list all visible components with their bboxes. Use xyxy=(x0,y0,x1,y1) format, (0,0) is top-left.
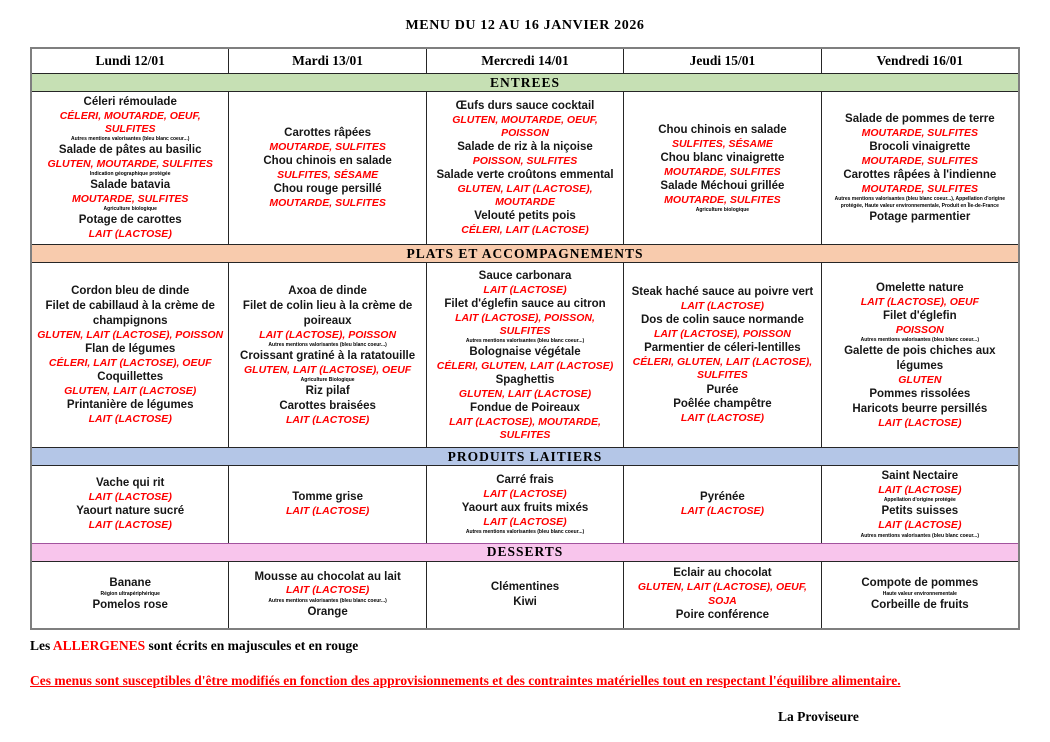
menu-item-name: Carottes râpées à l'indienne xyxy=(843,168,997,181)
menu-item-allergens: MOUTARDE, SULFITES xyxy=(861,182,979,195)
menu-item-allergens: SULFITES, SÉSAME xyxy=(277,169,379,182)
menu-item xyxy=(826,402,1014,430)
menu-item xyxy=(628,397,816,425)
menu-item-note: Autres mentions valorisantes (bleu blanc coeur...) xyxy=(860,336,980,343)
menu-item-note: Agriculture biologique xyxy=(695,206,750,213)
menu-cell xyxy=(32,92,229,244)
menu-item-name: Haricots beurre persillés xyxy=(852,402,988,415)
menu-item-name: Chou chinois en salade xyxy=(263,155,392,168)
menu-item-allergens: LAIT (LACTOSE) xyxy=(88,491,172,504)
menu-item-allergens: LAIT (LACTOSE) xyxy=(88,228,172,241)
menu-item-name: Spaghettis xyxy=(495,373,555,386)
menu-item-allergens: LAIT (LACTOSE) xyxy=(286,505,370,518)
menu-item-allergens: GLUTEN, LAIT (LACTOSE), OEUF xyxy=(244,363,412,376)
menu-item xyxy=(431,501,619,536)
menu-item xyxy=(826,576,1014,598)
menu-item xyxy=(628,490,816,518)
menu-item-name: Coquillettes xyxy=(97,371,164,384)
section-row-1 xyxy=(32,263,1018,448)
menu-item-name: Chou rouge persillé xyxy=(273,183,382,196)
menu-item xyxy=(36,598,224,613)
menu-item xyxy=(233,299,421,349)
menu-item xyxy=(233,399,421,427)
menu-item-name: Compote de pommes xyxy=(861,577,979,590)
menu-cell xyxy=(822,92,1018,244)
menu-item-allergens: LAIT (LACTOSE), POISSON, SULFITES xyxy=(455,311,595,337)
menu-item-name: Bolognaise végétale xyxy=(469,345,581,358)
menu-item xyxy=(431,269,619,297)
menu-item xyxy=(36,284,224,299)
menu-item-allergens: CÉLERI, LAIT (LACTOSE) xyxy=(461,224,589,237)
menu-cell xyxy=(624,562,821,628)
menu-item-allergens: CÉLERI, MOUTARDE, OEUF, SULFITES xyxy=(59,109,201,136)
menu-item-name: Clémentines xyxy=(490,580,560,593)
menu-item xyxy=(628,341,816,382)
day-header-0: Lundi 12/01 xyxy=(32,49,229,73)
legend-suffix: sont écrits en majuscules et en rouge xyxy=(145,637,359,653)
menu-item-note: Autres mentions valorisantes (bleu blanc coeur...) xyxy=(268,341,387,348)
menu-item xyxy=(826,504,1014,539)
menu-item xyxy=(628,383,816,398)
menu-item-name: Tomme grise xyxy=(292,491,363,504)
menu-cell xyxy=(427,92,624,244)
day-header-1: Mardi 13/01 xyxy=(229,49,426,73)
menu-item-allergens: CÉLERI, GLUTEN, LAIT (LACTOSE), SULFITES xyxy=(632,356,813,382)
menu-item xyxy=(36,95,224,143)
menu-item xyxy=(431,345,619,373)
menu-item-name: Fondue de Poireaux xyxy=(470,401,580,414)
menu-item-name: Céleri rémoulade xyxy=(83,96,177,108)
menu-item-allergens: POISSON, SULFITES xyxy=(472,155,578,168)
menu-item-name: Sauce carbonara xyxy=(478,269,572,282)
menu-item-allergens: MOUTARDE, SULFITES xyxy=(664,165,781,178)
menu-item xyxy=(826,387,1014,402)
menu-item-name: Kiwi xyxy=(513,595,537,608)
menu-item-name: Pyrénée xyxy=(700,491,745,504)
menu-item-name: Poire conférence xyxy=(675,608,770,621)
menu-item-allergens: LAIT (LACTOSE) xyxy=(88,519,172,532)
menu-item-allergens: GLUTEN, LAIT (LACTOSE), POISSON xyxy=(37,329,224,342)
menu-cell xyxy=(822,263,1018,447)
menu-cell xyxy=(229,466,426,542)
menu-item xyxy=(826,469,1014,504)
menu-item-name: Carottes braisées xyxy=(279,399,376,412)
menu-item-allergens: CÉLERI, GLUTEN, LAIT (LACTOSE) xyxy=(436,359,614,372)
menu-item xyxy=(826,344,1014,387)
menu-item-name: Poêlée champêtre xyxy=(673,398,772,411)
menu-item xyxy=(628,179,816,214)
menu-item-name: Potage parmentier xyxy=(869,210,971,223)
menu-item-name: Croissant gratiné à la ratatouille xyxy=(240,349,416,362)
menu-item-note: Autres mentions valorisantes (bleu blanc coeur...) xyxy=(268,597,387,604)
menu-item xyxy=(36,213,224,241)
menu-item xyxy=(628,608,816,623)
menu-item-allergens: LAIT (LACTOSE) xyxy=(483,515,567,528)
menu-item-name: Mousse au chocolat au lait xyxy=(254,570,401,583)
menu-item-allergens: LAIT (LACTOSE) xyxy=(88,413,172,426)
menu-item-allergens: GLUTEN, MOUTARDE, OEUF, POISSON xyxy=(452,113,598,139)
menu-item-allergens: SULFITES, SÉSAME xyxy=(671,137,773,150)
menu-item-allergens: GLUTEN, MOUTARDE, SULFITES xyxy=(47,158,213,171)
menu-item-allergens: LAIT (LACTOSE) xyxy=(878,484,962,497)
day-header-row xyxy=(32,49,1018,74)
menu-item xyxy=(36,370,224,398)
menu-item xyxy=(233,570,421,605)
menu-item-name: Steak haché sauce au poivre vert xyxy=(631,286,814,299)
menu-item-note: Autres mentions valorisantes (bleu blanc coeur...) xyxy=(465,529,585,535)
menu-item xyxy=(36,476,224,504)
menu-item-name: Carottes râpées xyxy=(284,127,372,140)
menu-item-allergens: LAIT (LACTOSE) xyxy=(878,416,962,429)
signature: La Proviseure xyxy=(778,708,859,724)
section-header-0: ENTREES xyxy=(32,74,1018,92)
menu-item-allergens: MOUTARDE, SULFITES xyxy=(664,193,781,206)
day-header-2: Mercredi 14/01 xyxy=(427,49,624,73)
menu-cell xyxy=(32,562,229,628)
menu-item xyxy=(826,210,1014,225)
menu-item-name: Salade de riz à la niçoise xyxy=(457,141,593,154)
disclaimer-text: Ces menus sont susceptibles d'être modifiés en fonction des approvisionnements et des contraintes matérielles tout en respectant l'équilibre alimentaire. xyxy=(30,672,901,688)
menu-item-name: Flan de légumes xyxy=(85,343,176,356)
section-row-3 xyxy=(32,562,1018,628)
section-row-0 xyxy=(32,92,1018,245)
menu-item-name: Salade verte croûtons emmental xyxy=(436,169,614,182)
menu-item-name: Printanière de légumes xyxy=(66,399,194,412)
menu-item xyxy=(826,168,1014,210)
section-header-3: DESSERTS xyxy=(32,544,1018,562)
menu-item-name: Salade Méchoui grillée xyxy=(660,179,785,192)
menu-item-allergens: GLUTEN, LAIT (LACTOSE) xyxy=(458,387,592,400)
menu-item xyxy=(36,504,224,532)
menu-item xyxy=(36,576,224,598)
menu-item xyxy=(628,313,816,341)
menu-item xyxy=(233,490,421,518)
menu-cell xyxy=(624,466,821,542)
menu-item-name: Orange xyxy=(307,605,348,618)
menu-cell xyxy=(32,263,229,447)
menu-item-name: Brocoli vinaigrette xyxy=(869,140,971,153)
day-header-3: Jeudi 15/01 xyxy=(624,49,821,73)
menu-item-allergens: LAIT (LACTOSE) xyxy=(680,412,765,425)
menu-item xyxy=(233,605,421,620)
menu-item-name: Velouté petits pois xyxy=(474,210,576,223)
menu-cell xyxy=(427,562,624,628)
menu-item-name: Yaourt nature sucré xyxy=(76,505,185,518)
section-header-1: PLATS ET ACCOMPAGNEMENTS xyxy=(32,245,1018,263)
menu-item-allergens: LAIT (LACTOSE) xyxy=(483,283,567,296)
allergen-legend xyxy=(30,638,1020,654)
menu-item xyxy=(826,309,1014,344)
menu-cell xyxy=(624,263,821,447)
menu-item-note: Autres mentions valorisantes (bleu blanc coeur...), Appellation d'origine protégée, Haute valeur environnementale, Produit en Île-de-France xyxy=(834,195,1006,209)
menu-item-name: Corbeille de fruits xyxy=(870,599,969,611)
menu-item xyxy=(36,178,224,213)
menu-item xyxy=(826,140,1014,168)
menu-item-allergens: GLUTEN xyxy=(898,373,942,386)
menu-item-allergens: LAIT (LACTOSE) xyxy=(680,505,765,518)
menu-item-allergens: GLUTEN, LAIT (LACTOSE), MOUTARDE xyxy=(457,183,593,209)
menu-item xyxy=(826,598,1014,613)
menu-item-allergens: POISSON xyxy=(895,323,944,336)
menu-item-note: Autres mentions valorisantes (bleu blanc coeur...) xyxy=(465,337,585,344)
menu-item xyxy=(431,99,619,140)
menu-item-note: Appellation d'origine protégée xyxy=(883,497,956,504)
menu-item-allergens: GLUTEN, LAIT (LACTOSE) xyxy=(64,385,197,398)
menu-item-name: Œufs durs sauce cocktail xyxy=(455,99,595,112)
menu-item-name: Galette de pois chiches aux légumes xyxy=(844,344,996,372)
menu-item-name: Parmentier de céleri-lentilles xyxy=(644,342,801,355)
menu-item xyxy=(431,209,619,237)
menu-item-allergens: LAIT (LACTOSE), POISSON xyxy=(259,328,397,341)
menu-item xyxy=(431,401,619,442)
menu-item xyxy=(628,566,816,607)
menu-item-name: Saint Nectaire xyxy=(881,470,959,483)
menu-item-name: Filet d'églefin sauce au citron xyxy=(444,297,606,310)
footer xyxy=(30,638,1020,725)
menu-item-name: Omelette nature xyxy=(876,281,964,294)
menu-item-name: Axoa de dinde xyxy=(288,284,367,297)
menu-item xyxy=(233,126,421,154)
menu-cell xyxy=(427,263,624,447)
menu-item-name: Salade de pommes de terre xyxy=(845,112,995,125)
section-row-2 xyxy=(32,466,1018,543)
menu-item-allergens: LAIT (LACTOSE) xyxy=(680,300,765,313)
menu-item xyxy=(233,154,421,182)
menu-item-allergens: LAIT (LACTOSE) xyxy=(286,584,370,597)
menu-item-allergens: LAIT (LACTOSE), MOUTARDE, SULFITES xyxy=(449,415,601,442)
menu-item xyxy=(36,398,224,426)
menu-item-name: Banane xyxy=(109,577,151,590)
menu-cell xyxy=(229,263,426,447)
menu-item-allergens: LAIT (LACTOSE) xyxy=(483,487,567,500)
menu-item-name: Riz pilaf xyxy=(305,384,350,397)
menu-item-name: Cordon bleu de dinde xyxy=(71,285,190,298)
menu-item xyxy=(628,285,816,313)
menu-item xyxy=(431,168,619,209)
menu-item-note: Autres mentions valorisantes (bleu blanc coeur...) xyxy=(860,532,980,539)
menu-item xyxy=(431,297,619,345)
menu-item-name: Yaourt aux fruits mixés xyxy=(461,501,589,514)
menu-item-note: Haute valeur environnementale xyxy=(882,591,957,597)
menu-item-name: Pomelos rose xyxy=(92,599,168,611)
menu-item-name: Salade batavia xyxy=(90,179,171,192)
menu-item-name: Filet de cabillaud à la crème de champignons xyxy=(45,300,215,328)
menu-item-name: Vache qui rit xyxy=(96,477,165,490)
menu-item-allergens: GLUTEN, LAIT (LACTOSE), OEUF, SOJA xyxy=(637,581,807,607)
menu-item-name: Filet d'églefin xyxy=(883,309,957,322)
menu-item-name: Filet de colin lieu à la crème de poireaux xyxy=(242,299,413,327)
menu-item-name: Chou blanc vinaigrette xyxy=(660,151,785,164)
menu-item xyxy=(431,580,619,595)
menu-item xyxy=(36,342,224,370)
menu-item xyxy=(431,373,619,401)
menu-item xyxy=(628,151,816,179)
menu-item-name: Eclair au chocolat xyxy=(673,567,772,580)
menu-item-name: Salade de pâtes au basilic xyxy=(58,144,202,157)
day-header-4: Vendredi 16/01 xyxy=(876,53,964,68)
menu-item-allergens: LAIT (LACTOSE), POISSON xyxy=(653,328,791,341)
menu-item-allergens: LAIT (LACTOSE) xyxy=(878,519,962,532)
menu-item-name: Pommes rissolées xyxy=(869,387,971,400)
menu-item-note: Indication géographique protégée xyxy=(89,171,171,178)
menu-item-allergens: MOUTARDE, SULFITES xyxy=(269,197,386,210)
menu-item xyxy=(826,112,1014,140)
menu-item xyxy=(431,473,619,501)
menu-item xyxy=(233,349,421,384)
menu-item xyxy=(233,384,421,399)
menu-item-name: Purée xyxy=(706,383,739,396)
menu-item xyxy=(233,182,421,210)
menu-item-allergens: MOUTARDE, SULFITES xyxy=(269,141,386,154)
menu-item-name: Carré frais xyxy=(496,473,554,486)
menu-item-allergens: LAIT (LACTOSE), OEUF xyxy=(860,295,979,308)
menu-cell xyxy=(822,466,1018,542)
section-header-2: PRODUITS LAITIERS xyxy=(32,448,1018,466)
menu-item-allergens: MOUTARDE, SULFITES xyxy=(861,126,979,139)
menu-item xyxy=(826,281,1014,309)
menu-item-allergens: MOUTARDE, SULFITES xyxy=(71,193,189,206)
menu-item-note: Autres mentions valorisantes (bleu blanc coeur...) xyxy=(71,136,190,143)
menu-item-name: Chou chinois en salade xyxy=(658,123,787,136)
menu-item xyxy=(431,595,619,610)
menu-cell xyxy=(229,92,426,244)
menu-item-note: Agriculture biologique xyxy=(103,206,157,213)
menu-cell xyxy=(229,562,426,628)
menu-item-name: Petits suisses xyxy=(881,505,959,518)
menu-item xyxy=(628,123,816,151)
menu-item xyxy=(431,140,619,168)
menu-item-note: Agriculture Biologique xyxy=(300,376,355,383)
menu-item-note: Région ultrapériphérique xyxy=(100,591,160,597)
menu-item-name: Potage de carottes xyxy=(78,214,182,227)
menu-item-name: Dos de colin sauce normande xyxy=(640,314,804,327)
page-title: MENU DU 12 AU 16 JANVIER 2026 xyxy=(405,18,645,33)
menu-cell xyxy=(32,466,229,542)
menu-item xyxy=(233,284,421,299)
legend-highlight-allergenes: ALLERGENES xyxy=(52,637,146,653)
menu-item xyxy=(36,299,224,342)
menu-table xyxy=(30,47,1020,630)
menu-item xyxy=(36,143,224,178)
menu-item-allergens: MOUTARDE, SULFITES xyxy=(861,154,979,167)
legend-prefix: Les xyxy=(30,637,53,653)
menu-cell xyxy=(624,92,821,244)
menu-item-allergens: CÉLERI, LAIT (LACTOSE), OEUF xyxy=(48,357,212,370)
menu-item-allergens: LAIT (LACTOSE) xyxy=(286,413,370,426)
menu-cell xyxy=(427,466,624,542)
menu-cell xyxy=(822,562,1018,628)
